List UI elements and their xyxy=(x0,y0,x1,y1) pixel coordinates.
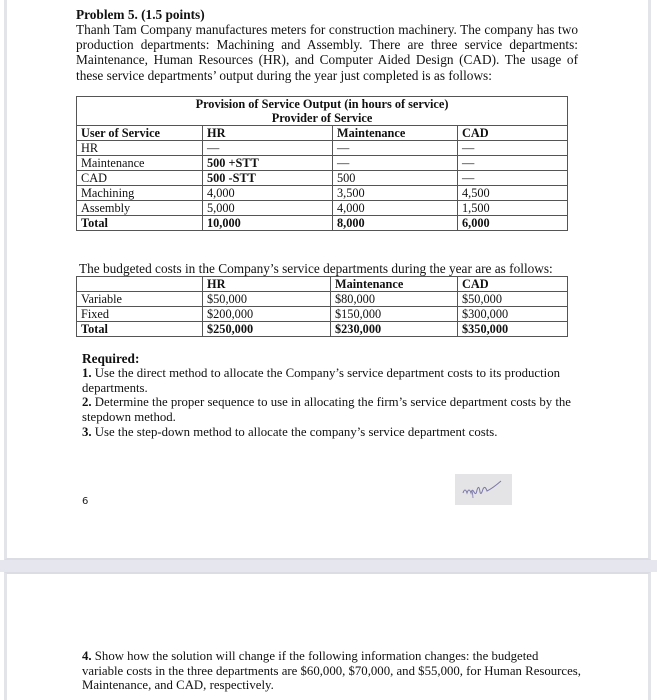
table-row xyxy=(77,156,568,171)
item-text: Use the step-down method to allocate the company’s service department costs. xyxy=(91,425,498,439)
header-blank xyxy=(77,277,203,292)
cell-hr: 5,000 xyxy=(203,201,333,216)
budgeted-costs-table xyxy=(76,276,568,337)
cell-hr: 4,000 xyxy=(203,186,333,201)
table-row xyxy=(77,201,568,216)
cell-maintenance: $150,000 xyxy=(331,307,458,322)
table-header-row xyxy=(77,126,568,141)
required-item-1 xyxy=(82,366,572,395)
cell-hr: 500 -STT xyxy=(203,171,333,186)
cost-table-caption: The budgeted costs in the Company’s service departments during the year are as follows: xyxy=(79,261,553,276)
table-title-row xyxy=(77,97,568,126)
item-text: Show how the solution will change if the following information changes: the budgeted variable costs in the three departments are $60,000, $70,000, and $55,000, for Human Resources, Maintenance, and CAD, respectively. xyxy=(82,649,581,693)
header-cad: CAD xyxy=(458,126,568,141)
header-hr: HR xyxy=(203,126,333,141)
cell-hr: $250,000 xyxy=(203,322,331,337)
cell-maintenance: $80,000 xyxy=(331,292,458,307)
cell-maintenance: — xyxy=(333,141,458,156)
cell-user: Maintenance xyxy=(77,156,203,171)
header-user-of-service: User of Service xyxy=(77,126,203,141)
cell-maintenance: — xyxy=(333,156,458,171)
header-cad: CAD xyxy=(458,277,568,292)
item-text: Determine the proper sequence to use in allocating the firm’s service department costs by the stepdown method. xyxy=(82,395,571,424)
table-title xyxy=(77,97,568,126)
cell-hr: $200,000 xyxy=(203,307,331,322)
cell-cad: 1,500 xyxy=(458,201,568,216)
problem-intro: Thanh Tam Company manufactures meters for construction machinery. The company has two production departments: Machining and Assembly. There are three service departments: Maintenance, Human Resources (HR), and Computer Aided Design (CAD). The usage of these service departments’ output during the year just completed is as follows: xyxy=(76,22,578,83)
signature-scribble-icon xyxy=(459,479,509,501)
item-number: 4. xyxy=(82,649,92,663)
cell-hr: 10,000 xyxy=(203,216,333,231)
table-title-line1: Provision of Service Output (in hours of service) xyxy=(195,97,449,111)
cell-label: Fixed xyxy=(77,307,203,322)
cell-cad: — xyxy=(458,141,568,156)
table-row xyxy=(77,141,568,156)
page-number: 6 xyxy=(82,496,89,507)
cell-hr: 500 +STT xyxy=(203,156,333,171)
cell-user: CAD xyxy=(77,171,203,186)
table-total-row xyxy=(77,216,568,231)
table-total-row xyxy=(77,322,568,337)
cell-user: Machining xyxy=(77,186,203,201)
table-row xyxy=(77,186,568,201)
service-output-table xyxy=(76,96,568,231)
cell-maintenance: 500 xyxy=(333,171,458,186)
signature-image xyxy=(455,474,512,505)
cell-cad: $300,000 xyxy=(458,307,568,322)
cell-cad: — xyxy=(458,156,568,171)
cell-maintenance: $230,000 xyxy=(331,322,458,337)
required-item-3 xyxy=(82,425,572,440)
page-separator xyxy=(0,560,657,572)
item-number: 3. xyxy=(82,425,92,439)
cell-user: Total xyxy=(77,216,203,231)
table-header-row xyxy=(77,277,568,292)
cell-cad: $350,000 xyxy=(458,322,568,337)
header-maintenance: Maintenance xyxy=(333,126,458,141)
cell-user: Assembly xyxy=(77,201,203,216)
problem-title: Problem 5. (1.5 points) xyxy=(76,7,205,22)
cell-hr: — xyxy=(203,141,333,156)
required-item-2 xyxy=(82,395,572,424)
cell-maintenance: 3,500 xyxy=(333,186,458,201)
required-item-4 xyxy=(82,649,582,693)
table-row xyxy=(77,307,568,322)
cell-hr: $50,000 xyxy=(203,292,331,307)
item-text: Use the direct method to allocate the Company’s service department costs to its production departments. xyxy=(82,366,560,395)
table-row xyxy=(77,292,568,307)
cell-user: HR xyxy=(77,141,203,156)
header-maintenance: Maintenance xyxy=(331,277,458,292)
cell-cad: — xyxy=(458,171,568,186)
cell-maintenance: 4,000 xyxy=(333,201,458,216)
table-row xyxy=(77,171,568,186)
required-title: Required: xyxy=(82,351,140,366)
cell-cad: 6,000 xyxy=(458,216,568,231)
header-hr: HR xyxy=(203,277,331,292)
item-number: 2. xyxy=(82,395,92,409)
cell-cad: $50,000 xyxy=(458,292,568,307)
cell-label: Variable xyxy=(77,292,203,307)
cell-cad: 4,500 xyxy=(458,186,568,201)
cell-maintenance: 8,000 xyxy=(333,216,458,231)
table-title-line2: Provider of Service xyxy=(271,111,373,125)
cell-label: Total xyxy=(77,322,203,337)
item-number: 1. xyxy=(82,366,92,380)
